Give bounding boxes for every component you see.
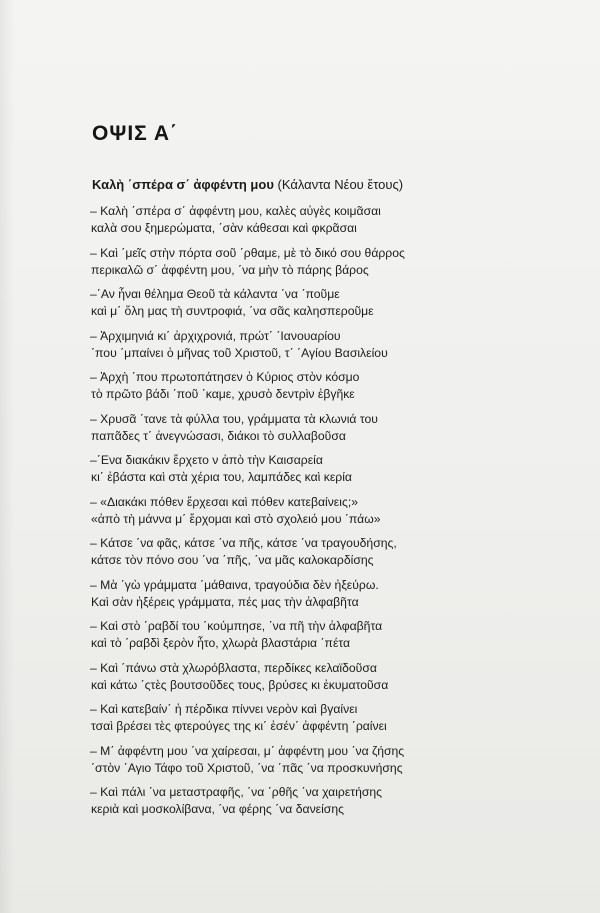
stanza-3 xyxy=(90,286,500,320)
verse-line: – Καλὴ ΄σπέρα σ΄ ἀφφέντη μου, καλὲς αὐγὲς κοιμᾶσαι xyxy=(90,204,381,218)
verse-line: ΄στὸν ΄Αγιο Τάφο τοῦ Χριστοῦ, ΄να ΄πᾶς ΄να προσκυνήσης xyxy=(91,760,403,775)
stanza-14 xyxy=(90,743,500,777)
stanza-6 xyxy=(90,411,500,445)
verse-line: – Καὶ πάλι ΄να μεταστραφῆς, ΄να ΄ρθῆς ΄να χαιρετήσης xyxy=(90,785,383,799)
verse-line: – Καὶ κατεβαίν΄ ἡ πέρδικα πίννει νερὸν καὶ βγαίνει xyxy=(90,702,358,716)
stanza-2 xyxy=(90,245,500,279)
stanza-12 xyxy=(90,660,500,694)
stanza-9 xyxy=(90,535,500,569)
stanza-11 xyxy=(90,618,500,652)
stanza-4 xyxy=(90,328,500,362)
verse-line: – Καὶ ΄μεῖς στὴν πόρτα σοῦ ΄ρθαμε, μὲ τὸ δικό σου θάρρος xyxy=(90,245,405,260)
verse-line: – Χρυσᾶ ΄τανε τὰ φύλλα του, γράμματα τὰ κλωνιά του xyxy=(90,411,378,426)
verse-line: καὶ μ΄ ὅλη μας τὴ συντροφιά, ΄να σᾶς καλησπεροῦμε xyxy=(91,304,374,318)
verse-line: ΄που ΄μπαίνει ὁ μῆνας τοῦ Χριστοῦ, τ΄ ΄Αγίου Βασιλείου xyxy=(91,345,388,360)
verse-line: παπᾶδες τ΄ ἀνεγνώσασι, διάκοι τὸ συλλαβοῦσα xyxy=(91,428,346,443)
verse-line: –΄Ενα διακάκιν ἔρχετο ν ἀπὸ τὴν Καισαρεία xyxy=(90,453,323,467)
verse-line: – Καὶ στὸ ΄ραβδί του ΄κούμπησε, ΄να πῆ τὴν ἀλφαβῆτα xyxy=(90,619,383,633)
song-title-note: (Κάλαντα Νέου ἔτους) xyxy=(277,177,404,192)
verse-line: τσαὶ βρέσει τὲς φτερούγες της κι΄ ἐσέν΄ ἀφφέντη ΄ραίνει xyxy=(91,719,387,733)
verse-line: – Μ΄ ἀφφέντη μου ΄να χαίρεσαι, μ΄ ἀφφέντη μου ΄να ζήσης xyxy=(90,743,405,758)
song-title-text: Καλὴ ΄σπέρα σ΄ ἀφφέντη μου xyxy=(92,177,274,192)
verse-line: τὸ πρῶτο βάδι ΄ποῦ ΄καμε, χρυσὸ δεντρὶν ἐβγῆκε xyxy=(91,387,355,401)
verse-line: καλὰ σου ξημερώματα, ΄σὰν κάθεσαι καὶ φκρᾶσαι xyxy=(91,221,357,235)
song-title xyxy=(92,177,403,192)
verse-line: Καὶ σὰν ἠξέρεις γράμματα, πές μας τὴν ἀλφαβῆτα xyxy=(91,594,359,609)
verse-line: κι΄ ἐβάστα καὶ στὰ χέρια του, λαμπάδες καὶ κερία xyxy=(91,470,352,484)
verse-line: –΄Αν ἦναι θέλημα Θεοῦ τὰ κάλαντα ΄να ΄ποῦμε xyxy=(90,287,340,301)
verse-line: κάτσε τὸν πόνο σου ΄να ΄πῆς, ΄να μᾶς καλοκαρδίσης xyxy=(91,553,374,567)
poem-body xyxy=(90,203,500,826)
stanza-1 xyxy=(90,203,500,237)
stanza-13 xyxy=(90,701,500,735)
stanza-15 xyxy=(90,784,500,818)
verse-line: καὶ τὸ ΄ραβδὶ ξερὸν ἦτο, χλωρὰ βλαστάρια ΄πέτα xyxy=(91,636,351,650)
verse-line: – «Διακάκι πόθεν ἔρχεσαι καὶ πόθεν κατεβαίνεις;» xyxy=(90,494,358,509)
stanza-7 xyxy=(90,452,500,486)
page-fold-shadow xyxy=(0,0,14,913)
verse-line: περικαλῶ σ΄ ἀφφέντη μου, ΄να μὴν τὸ πάρης βάρος xyxy=(91,262,369,277)
verse-line: – Κάτσε ΄να φᾶς, κάτσε ΄να πῆς, κάτσε ΄να τραγουδήσης, xyxy=(90,536,397,550)
verse-line: καὶ κάτω ΄ςτὲς βουτσοῦδες τους, βρύσες κι ἐκυματοῦσα xyxy=(91,677,389,692)
page-heading: ΟΨΙΣ Α΄ xyxy=(92,122,178,145)
verse-line: – Ἀρχιμηνιά κι΄ ἀρχιχρονιά, πρώτ΄ ΄Ιανουαρίου xyxy=(90,328,341,343)
verse-line: – Ἀρχὴ ΄που πρωτοπάτησεν ὁ Κύριος στὸν κόσμο xyxy=(90,370,360,384)
verse-line: «ἀπὸ τὴ μάννα μ΄ ἔρχομαι καὶ στὸ σχολειό μου ΄πάω» xyxy=(91,511,381,526)
verse-line: κεριὰ καὶ μοσκολίβανα, ΄να φέρης ΄να δανείσης xyxy=(91,802,344,816)
stanza-8 xyxy=(90,494,500,528)
stanza-10 xyxy=(90,577,500,611)
verse-line: – Καὶ ΄πάνω στὰ χλωρόβλαστα, περδίκες κελαϊδοῦσα xyxy=(90,660,377,675)
stanza-5 xyxy=(90,369,500,403)
verse-line: – Μὰ ΄γὼ γράμματα ΄μάθαινα, τραγούδια δὲν ἠξεύρω. xyxy=(90,577,379,592)
